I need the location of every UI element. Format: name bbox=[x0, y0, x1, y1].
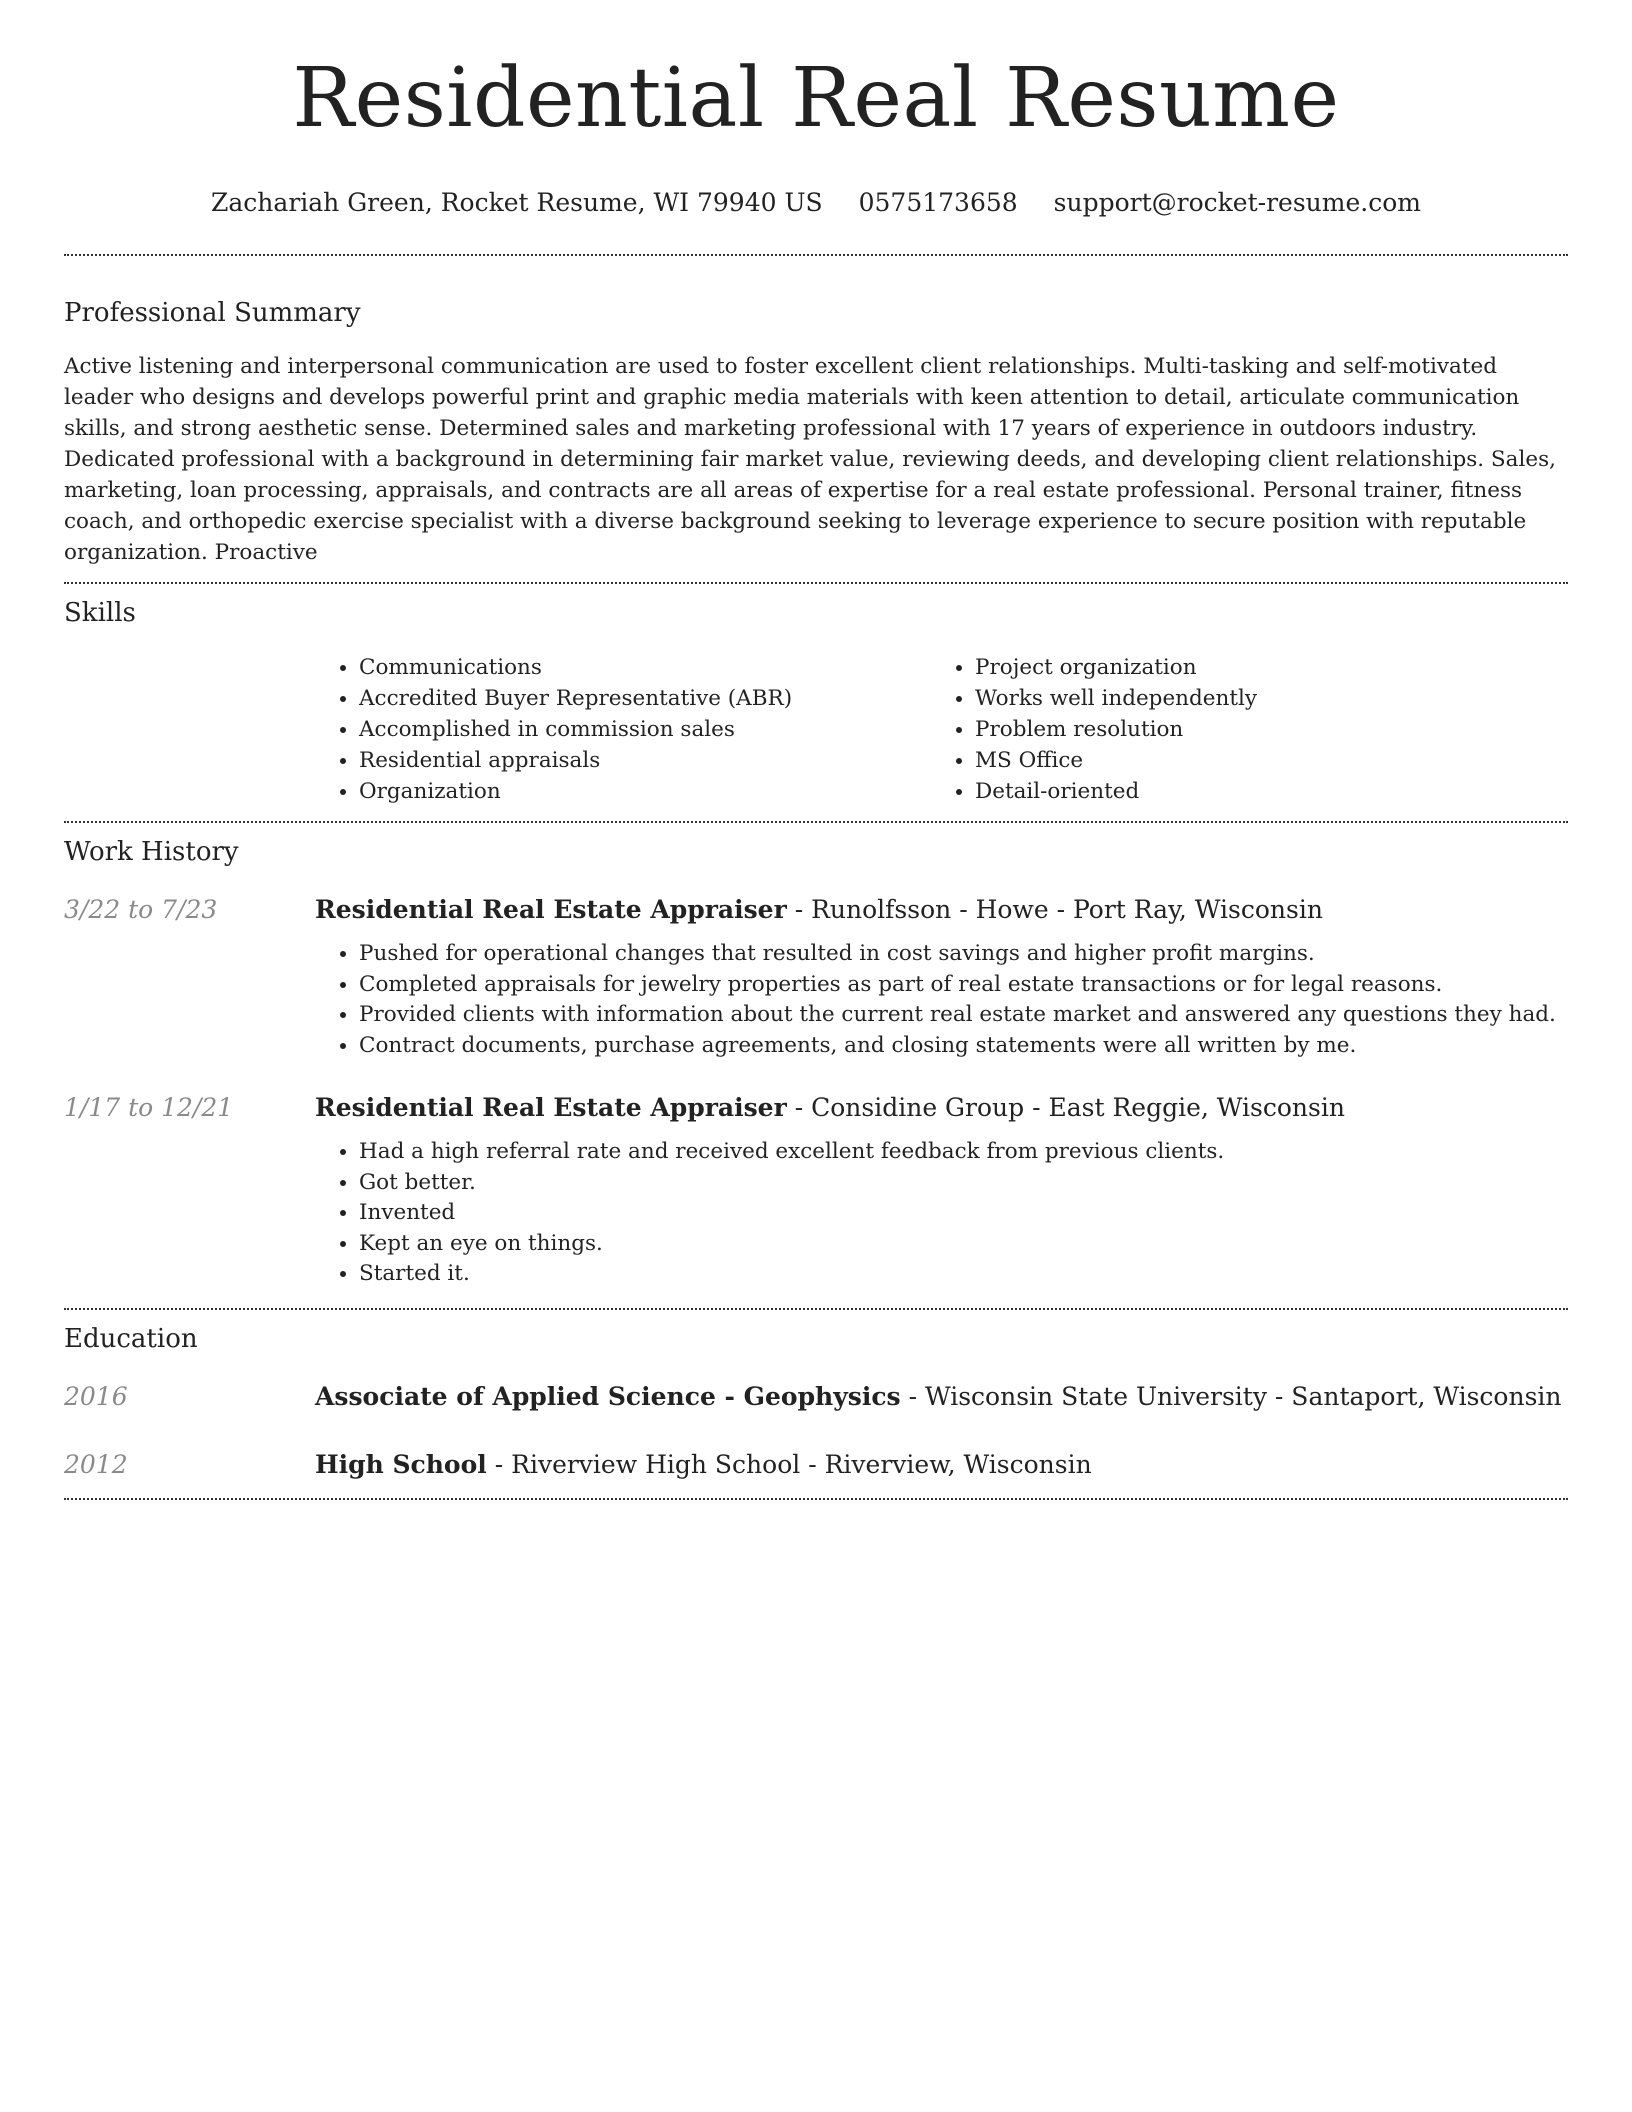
job-bullets bbox=[315, 939, 1568, 1061]
job-bullet: • Completed appraisals for jewelry properties as part of real estate transactions or for legal reasons. bbox=[359, 970, 1568, 1001]
job-heading bbox=[315, 893, 1568, 927]
skill-item: • Works well independently bbox=[975, 683, 1547, 714]
job-bullet: • Pushed for operational changes that resulted in cost savings and higher profit margins. bbox=[359, 939, 1568, 970]
education-degree: Associate of Applied Science - Geophysics bbox=[315, 1381, 901, 1411]
job-bullet: • Invented bbox=[359, 1198, 1568, 1229]
skill-item: • Communications bbox=[359, 652, 931, 683]
education-entry bbox=[64, 1380, 1568, 1414]
job-bullet: • Got better. bbox=[359, 1168, 1568, 1199]
section-title-education: Education bbox=[64, 1323, 198, 1354]
work-section bbox=[64, 823, 1568, 1290]
skills-column-left bbox=[315, 652, 931, 807]
education-year: 2016 bbox=[64, 1381, 128, 1411]
section-title-skills: Skills bbox=[64, 598, 136, 628]
section-title-summary: Professional Summary bbox=[64, 298, 361, 328]
contact-line bbox=[64, 186, 1568, 220]
job-bullet: • Provided clients with information about the current real estate market and answered any questions they had. bbox=[359, 1000, 1568, 1031]
job-dates: 3/22 to 7/23 bbox=[64, 895, 218, 924]
education-entry bbox=[64, 1448, 1568, 1482]
job-bullets bbox=[315, 1137, 1568, 1290]
job-bullet: • Contract documents, purchase agreements, and closing statements were all written by me. bbox=[359, 1031, 1568, 1062]
education-heading bbox=[315, 1448, 1568, 1482]
education-section bbox=[64, 1310, 1568, 1482]
job-entry bbox=[64, 1091, 1568, 1290]
education-school-location: - Wisconsin State University - Santaport, Wisconsin bbox=[900, 1381, 1562, 1411]
skills-section bbox=[64, 584, 1568, 807]
job-details bbox=[315, 1091, 1568, 1290]
summary-text: Active listening and interpersonal communication are used to foster excellent client relationships. Multi-tasking and self-motivated leader who designs and develops powerful print and graphic media materials with keen attention to detail, articulate communication skills, and strong aesthetic sense. Determined sales and marketing professional with 17 years of experience in outdoors industry. Dedicated professional with a background in determining fair market value, reviewing deeds, and developing client relationships. Sales, marketing, loan processing, appraisals, and contracts are all areas of expertise for a real estate professional. Personal trainer, fitness coach, and orthopedic exercise specialist with a diverse background seeking to leverage experience to secure position with reputable organization. Proactive bbox=[64, 354, 1556, 565]
job-dates: 1/17 to 12/21 bbox=[64, 1093, 234, 1122]
job-title: Residential Real Estate Appraiser bbox=[315, 1093, 787, 1122]
divider bbox=[64, 1498, 1568, 1500]
skills-column-right bbox=[931, 652, 1547, 807]
skill-item: • Residential appraisals bbox=[359, 745, 931, 776]
skill-item: • Accredited Buyer Representative (ABR) bbox=[359, 683, 931, 714]
resume-title: Residential Real Resume bbox=[292, 51, 1340, 146]
contact-email: support@rocket-resume.com bbox=[1053, 188, 1421, 217]
skill-item: • Project organization bbox=[975, 652, 1547, 683]
education-details bbox=[315, 1448, 1568, 1482]
job-bullet: • Kept an eye on things. bbox=[359, 1229, 1568, 1260]
skills-list bbox=[315, 652, 1568, 807]
education-school-location: - Riverview High School - Riverview, Wisconsin bbox=[486, 1449, 1092, 1479]
skill-item: • Detail-oriented bbox=[975, 776, 1547, 807]
contact-phone: 0575173658 bbox=[858, 188, 1018, 217]
skill-item: • MS Office bbox=[975, 745, 1547, 776]
education-degree: High School bbox=[315, 1449, 487, 1479]
job-company-location: - Runolfsson - Howe - Port Ray, Wisconsin bbox=[786, 895, 1323, 924]
job-title: Residential Real Estate Appraiser bbox=[315, 895, 787, 924]
summary-section bbox=[64, 256, 1568, 568]
skill-item: • Accomplished in commission sales bbox=[359, 714, 931, 745]
job-bullet: • Had a high referral rate and received excellent feedback from previous clients. bbox=[359, 1137, 1568, 1168]
job-heading bbox=[315, 1091, 1568, 1125]
education-heading bbox=[315, 1380, 1568, 1414]
job-bullet: • Started it. bbox=[359, 1259, 1568, 1290]
skill-item: • Organization bbox=[359, 776, 931, 807]
job-company-location: - Considine Group - East Reggie, Wisconsin bbox=[786, 1093, 1345, 1122]
job-entry bbox=[64, 893, 1568, 1061]
section-title-work: Work History bbox=[64, 837, 239, 867]
education-year: 2012 bbox=[64, 1449, 128, 1479]
job-details bbox=[315, 893, 1568, 1061]
skill-item: • Problem resolution bbox=[975, 714, 1547, 745]
education-details bbox=[315, 1380, 1568, 1414]
contact-address: Zachariah Green, Rocket Resume, WI 79940 US bbox=[211, 188, 823, 217]
